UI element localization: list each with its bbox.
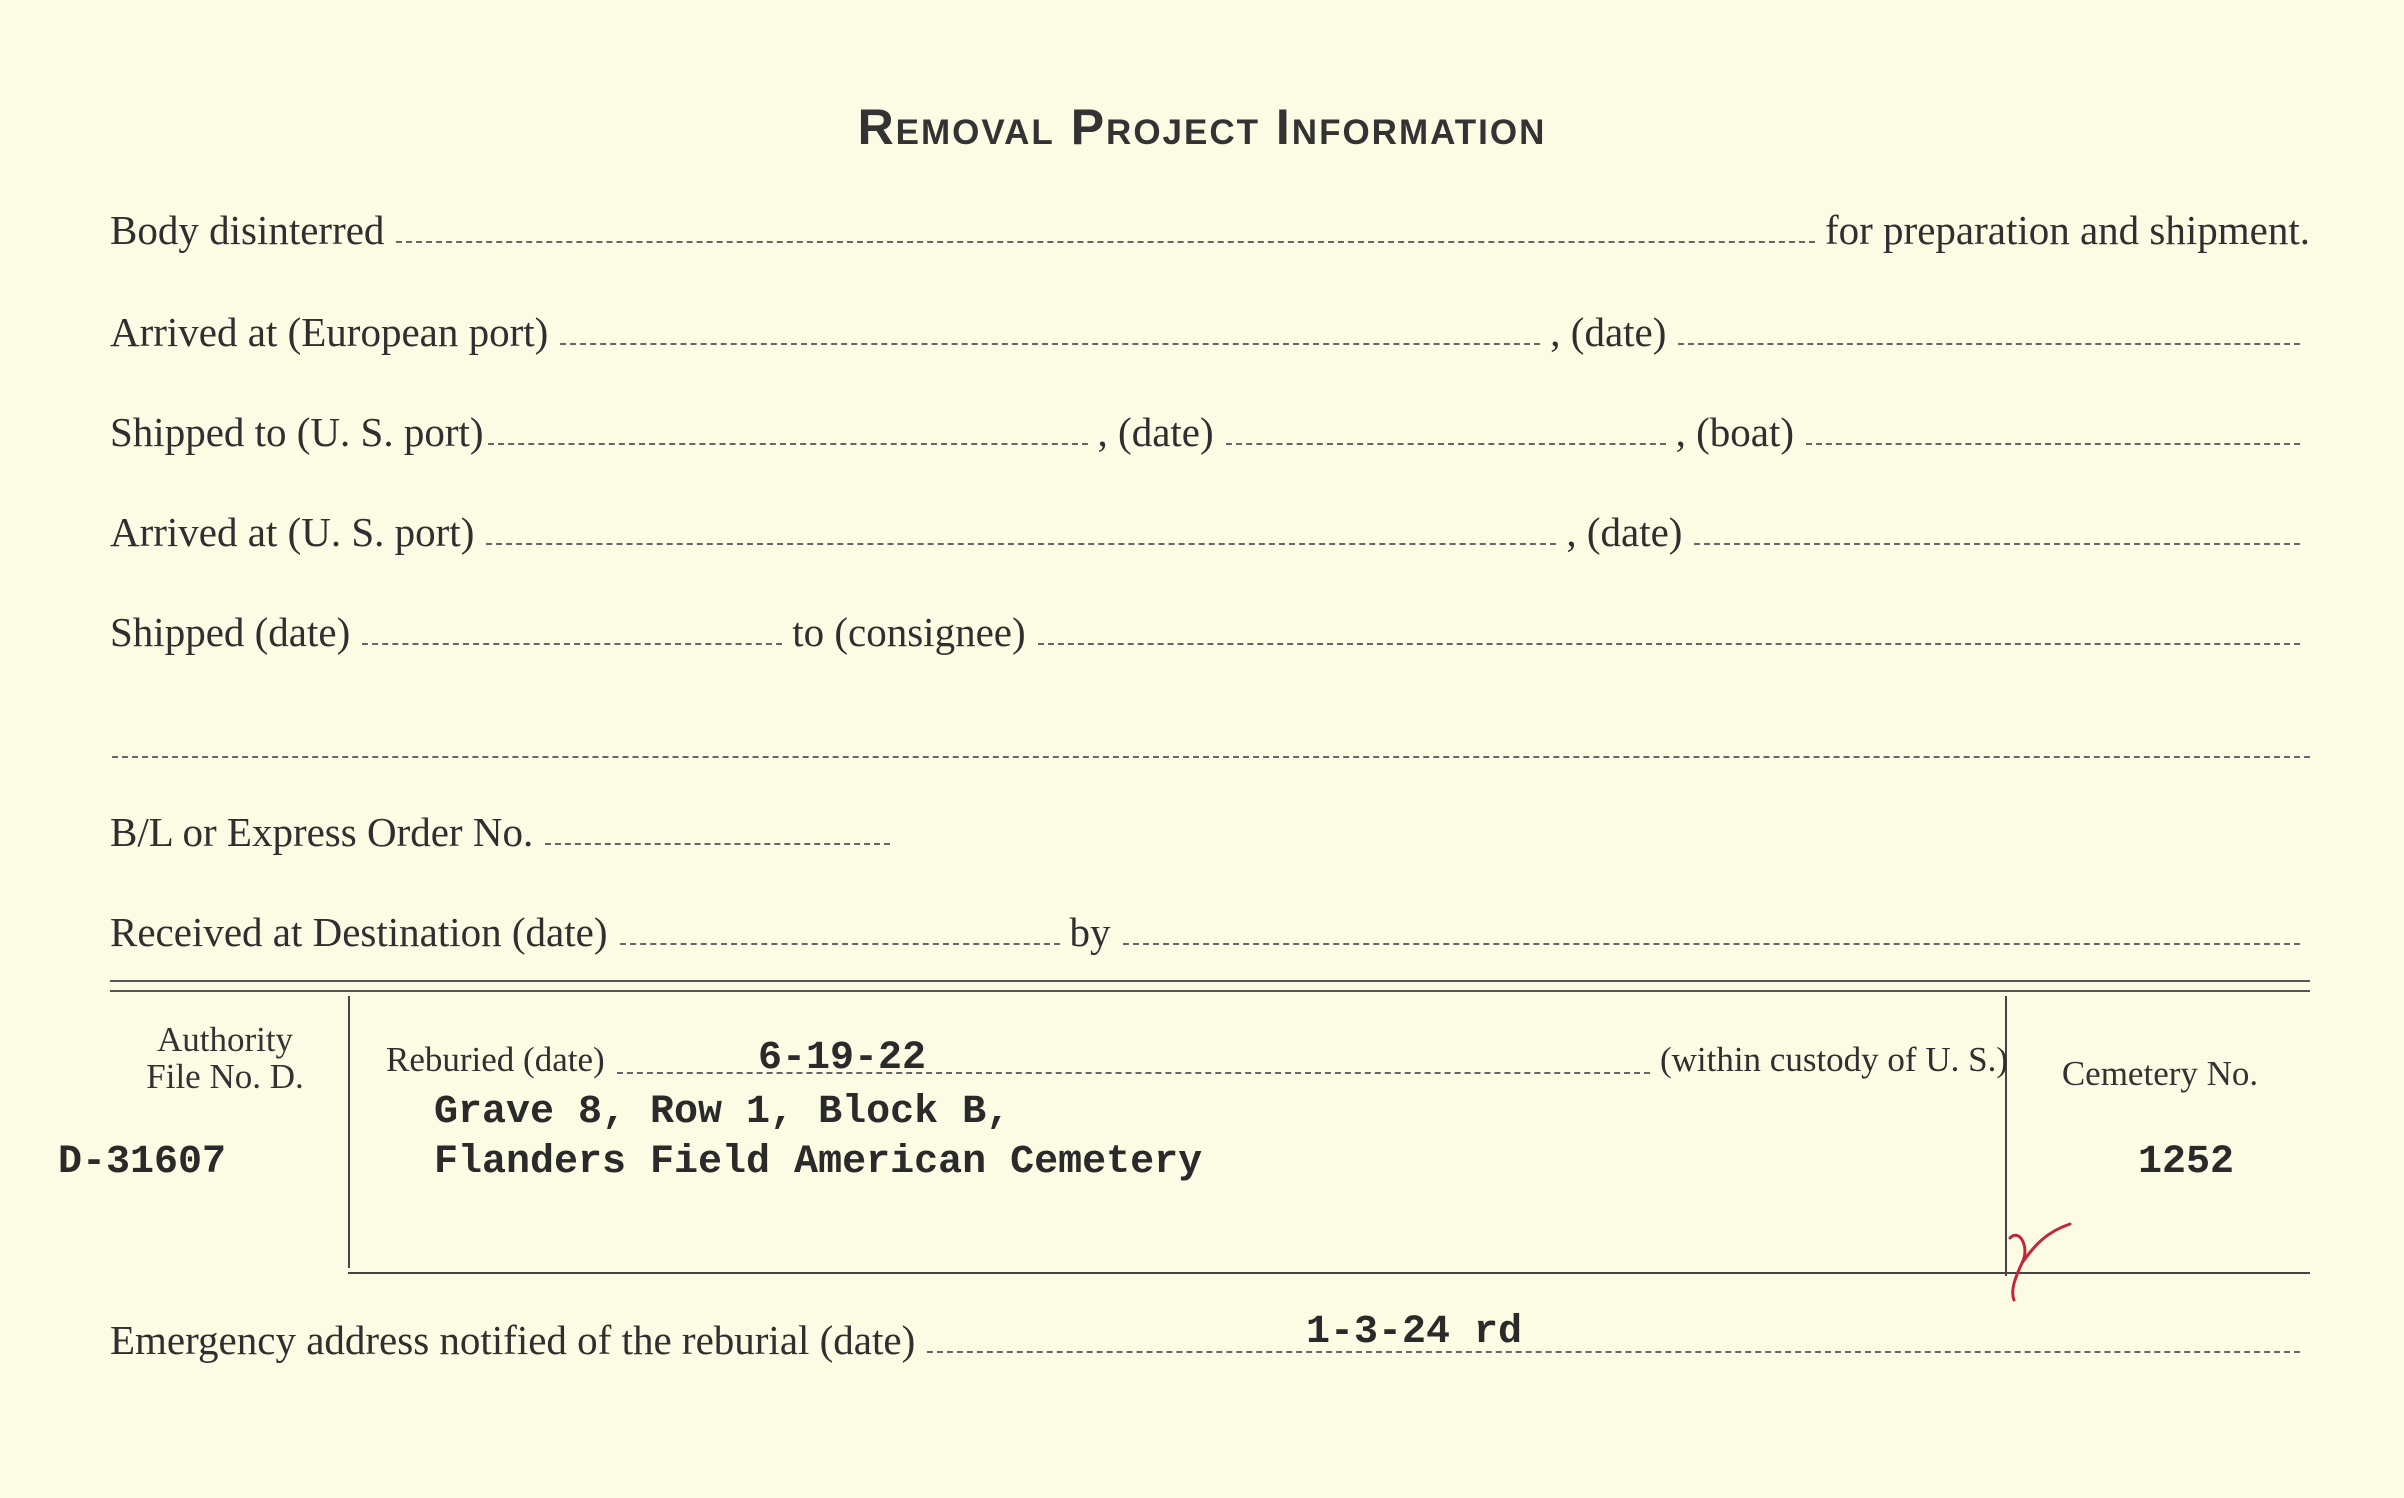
received-by-label: by bbox=[1069, 909, 1111, 955]
arrived-us-port-field[interactable] bbox=[486, 543, 1556, 545]
shipped-us-date-field[interactable] bbox=[1226, 443, 1666, 445]
authority-label-line2: File No. D. bbox=[146, 1056, 304, 1096]
row-arrived-us bbox=[110, 509, 2310, 555]
shipped-us-label: Shipped to (U. S. port) bbox=[110, 409, 484, 455]
shipped-us-date-label: , (date) bbox=[1097, 409, 1214, 455]
row-emergency bbox=[110, 1317, 2310, 1363]
cemetery-label: Cemetery No. bbox=[2061, 1054, 2259, 1093]
row-shipped-consignee bbox=[110, 609, 2310, 655]
boat-field[interactable] bbox=[1806, 443, 2300, 445]
arrived-european-date-field[interactable] bbox=[1678, 343, 2300, 345]
custody-label: (within custody of U. S.) bbox=[1659, 1040, 2008, 1079]
row-received bbox=[110, 909, 2310, 955]
authority-label-line1: Authority bbox=[156, 1020, 294, 1059]
body-disinterred-label: Body disinterred bbox=[110, 207, 385, 253]
cemetery-number-value: 1252 bbox=[2138, 1140, 2235, 1185]
reburied-date-value: 6-19-22 bbox=[758, 1036, 927, 1081]
emergency-label: Emergency address notified of the reburial (date) bbox=[110, 1317, 916, 1363]
row-bl-order bbox=[110, 809, 2310, 855]
consignee-continuation-field[interactable] bbox=[112, 756, 2310, 758]
row-arrived-european bbox=[110, 309, 2310, 355]
consignee-label: to (consignee) bbox=[792, 609, 1026, 655]
received-date-field[interactable] bbox=[620, 943, 1060, 945]
bl-order-field[interactable] bbox=[545, 843, 890, 845]
emergency-date-field[interactable] bbox=[927, 1351, 2300, 1353]
authority-column-divider bbox=[348, 996, 350, 1268]
received-label: Received at Destination (date) bbox=[110, 909, 608, 955]
red-check-mark-icon bbox=[2000, 1218, 2080, 1308]
bl-order-label: B/L or Express Order No. bbox=[110, 809, 534, 855]
arrived-european-date-label: , (date) bbox=[1550, 309, 1667, 355]
boat-label: , (boat) bbox=[1675, 409, 1795, 455]
shipped-date-label: Shipped (date) bbox=[110, 609, 351, 655]
arrived-us-date-label: , (date) bbox=[1566, 509, 1683, 555]
reburied-label: Reburied (date) bbox=[386, 1040, 605, 1079]
row-reburied bbox=[386, 1040, 2008, 1080]
arrived-us-label: Arrived at (U. S. port) bbox=[110, 509, 475, 555]
grave-location-line1: Grave 8, Row 1, Block B, bbox=[434, 1090, 1011, 1135]
authority-file-value: D-31607 bbox=[58, 1140, 227, 1185]
arrived-us-date-field[interactable] bbox=[1694, 543, 2300, 545]
arrived-european-label: Arrived at (European port) bbox=[110, 309, 549, 355]
card-title: Removal Project Information bbox=[857, 99, 1547, 155]
received-by-field[interactable] bbox=[1123, 943, 2301, 945]
shipped-date-field[interactable] bbox=[362, 643, 782, 645]
row-body-disinterred bbox=[110, 207, 2310, 253]
emergency-date-value: 1-3-24 rd bbox=[1306, 1310, 1523, 1355]
european-port-field[interactable] bbox=[560, 343, 1540, 345]
authority-label bbox=[110, 1022, 340, 1096]
us-port-field[interactable] bbox=[488, 443, 1088, 445]
body-disinterred-field[interactable] bbox=[396, 241, 1815, 243]
preparation-shipment-label: for preparation and shipment. bbox=[1824, 207, 2310, 253]
consignee-field[interactable] bbox=[1038, 643, 2300, 645]
grave-location-line2: Flanders Field American Cemetery bbox=[434, 1140, 1203, 1185]
row-shipped-us bbox=[110, 409, 2310, 455]
section-divider bbox=[110, 980, 2310, 992]
